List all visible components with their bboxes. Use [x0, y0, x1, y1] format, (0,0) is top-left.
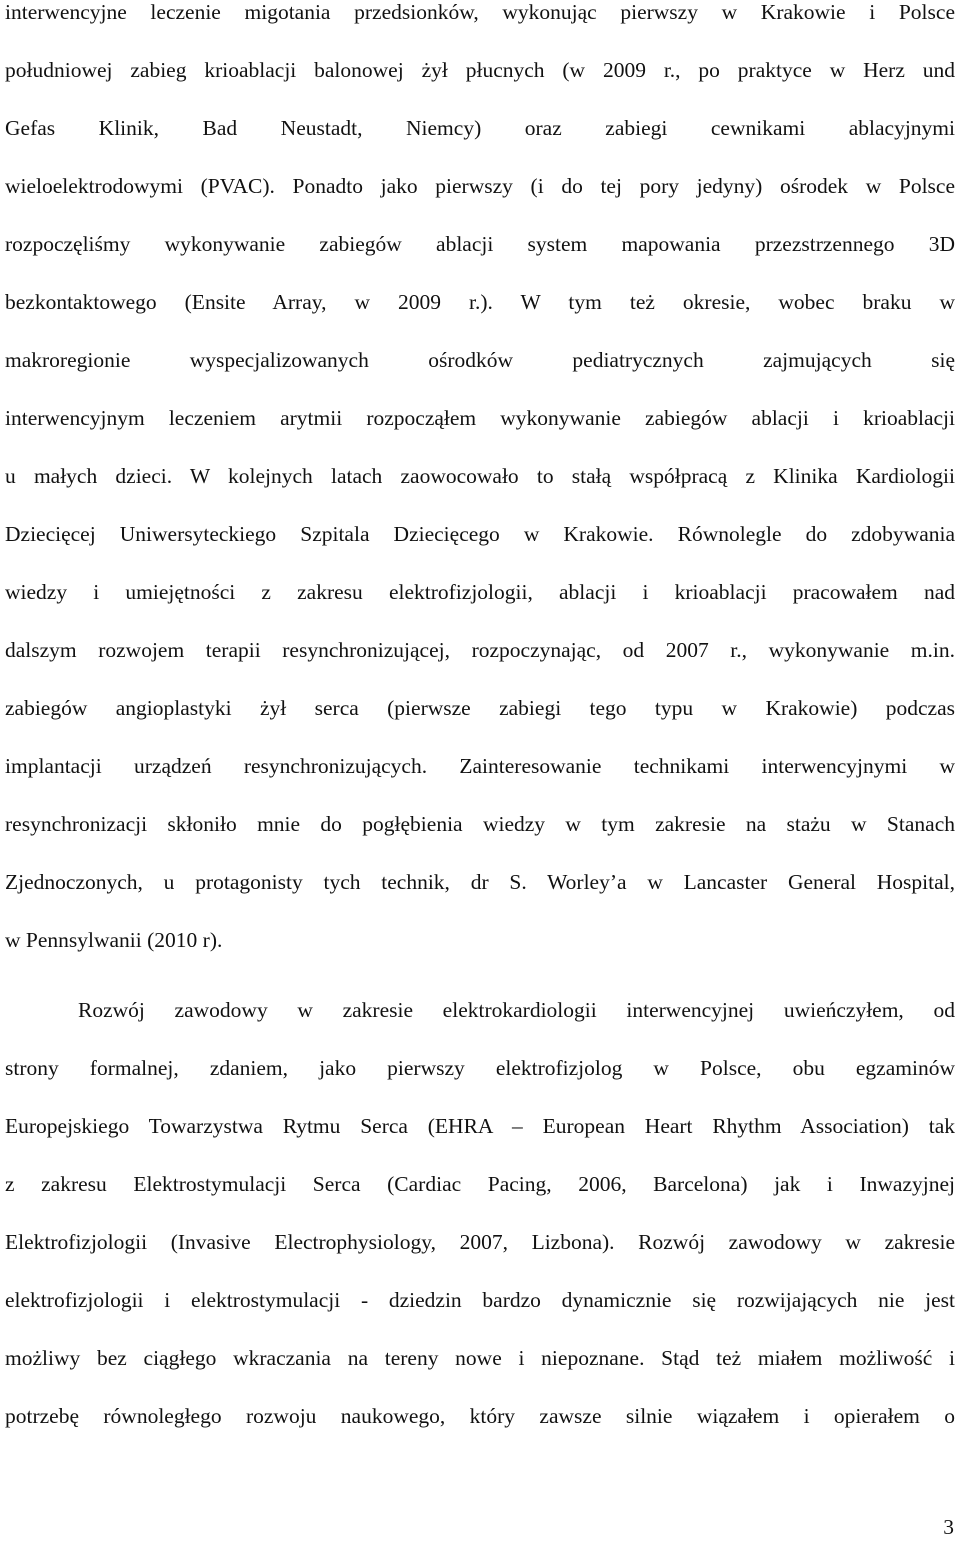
text-line: bezkontaktowego (Ensite Array, w 2009 r.). W tym też okresie, wobec braku w [5, 290, 955, 314]
text-line: resynchronizacji skłoniło mnie do pogłębienia wiedzy w tym zakresie na stażu w Stanach [5, 812, 955, 836]
text-line: Gefas Klinik, Bad Neustadt, Niemcy) oraz zabiegi cewnikami ablacyjnymi [5, 116, 955, 140]
text-line: interwencyjne leczenie migotania przedsionków, wykonując pierwszy w Krakowie i Polsce [5, 0, 955, 24]
text-line: rozpoczęliśmy wykonywanie zabiegów ablacji system mapowania przezstrzennego 3D [5, 232, 955, 256]
text-line: u małych dzieci. W kolejnych latach zaowocowało to stałą współpracą z Klinika Kardiologii [5, 464, 955, 488]
text-line: w Pennsylwanii (2010 r). [5, 928, 223, 952]
text-line: Zjednoczonych, u protagonisty tych technik, dr S. Worley’a w Lancaster General Hospital, [5, 870, 955, 894]
text-line: zabiegów angioplastyki żył serca (pierwsze zabiegi tego typu w Krakowie) podczas [5, 696, 955, 720]
text-line: elektrofizjologii i elektrostymulacji - dziedzin bardzo dynamicznie się rozwijających nie jest [5, 1288, 955, 1312]
text-line: makroregionie wyspecjalizowanych ośrodków pediatrycznych zajmujących się [5, 348, 955, 372]
text-line: strony formalnej, zdaniem, jako pierwszy elektrofizjolog w Polsce, obu egzaminów [5, 1056, 955, 1080]
text-line: z zakresu Elektrostymulacji Serca (Cardiac Pacing, 2006, Barcelona) jak i Inwazyjnej [5, 1172, 955, 1196]
text-line: wieloelektrodowymi (PVAC). Ponadto jako pierwszy (i do tej pory jedyny) ośrodek w Polsce [5, 174, 955, 198]
text-line: wiedzy i umiejętności z zakresu elektrofizjologii, ablacji i krioablacji pracowałem nad [5, 580, 955, 604]
text-line: potrzebę równoległego rozwoju naukowego, który zawsze silnie wiązałem i opierałem o [5, 1404, 955, 1428]
text-line: Dziecięcej Uniwersyteckiego Szpitala Dziecięcego w Krakowie. Równolegle do zdobywania [5, 522, 955, 546]
text-line: interwencyjnym leczeniem arytmii rozpocząłem wykonywanie zabiegów ablacji i krioablacji [5, 406, 955, 430]
text-line: Elektrofizjologii (Invasive Electrophysiology, 2007, Lizbona). Rozwój zawodowy w zakresie [5, 1230, 955, 1254]
text-line: Europejskiego Towarzystwa Rytmu Serca (EHRA – European Heart Rhythm Association) tak [5, 1114, 955, 1138]
text-line: implantacji urządzeń resynchronizujących. Zainteresowanie technikami interwencyjnymi w [5, 754, 955, 778]
page-number: 3 [943, 1515, 954, 1539]
text-line: południowej zabieg krioablacji balonowej żył płucnych (w 2009 r., po praktyce w Herz und [5, 58, 955, 82]
text-line: możliwy bez ciągłego wkraczania na tereny nowe i niepoznane. Stąd też miałem możliwość i [5, 1346, 955, 1370]
text-line: dalszym rozwojem terapii resynchronizującej, rozpoczynając, od 2007 r., wykonywanie m.in. [5, 638, 955, 662]
text-line: Rozwój zawodowy w zakresie elektrokardiologii interwencyjnej uwieńczyłem, od [78, 998, 955, 1022]
